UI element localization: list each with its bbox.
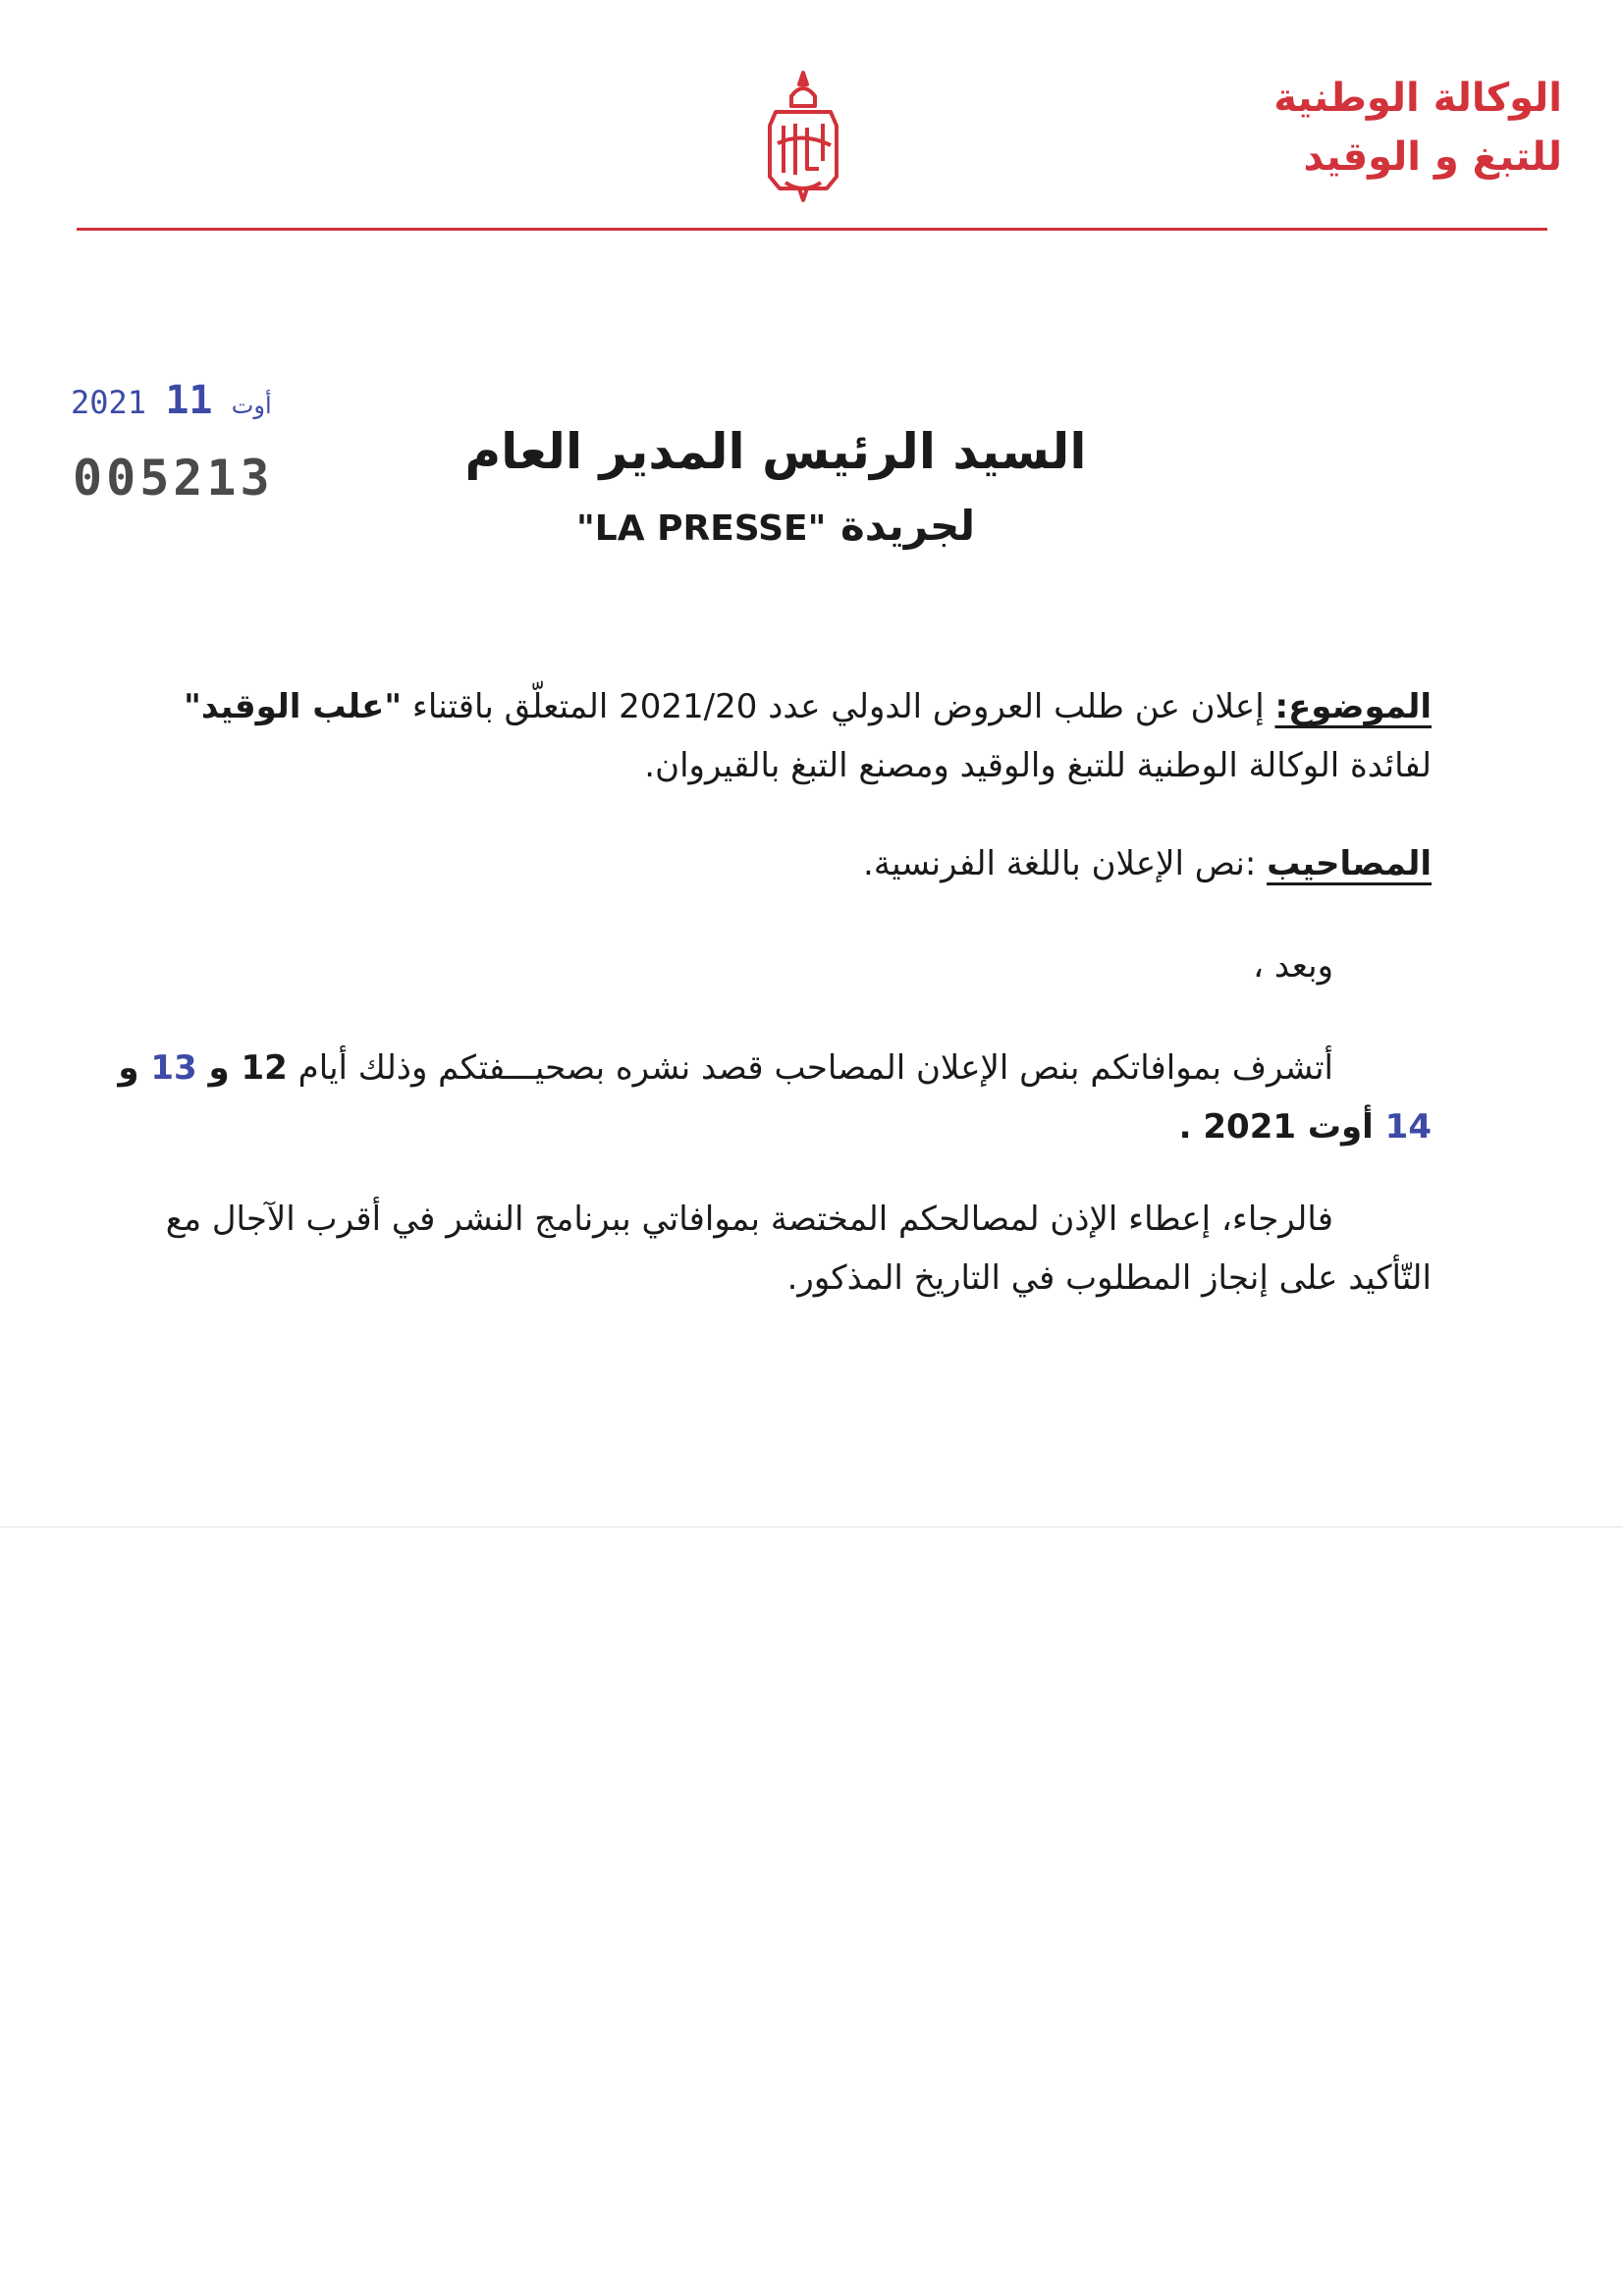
received-date-stamp <box>71 378 272 423</box>
date-conjunction-2: و <box>118 1048 139 1088</box>
attachment-text: :نص الإعلان باللغة الفرنسية. <box>863 844 1257 883</box>
letter-body <box>98 677 1432 1308</box>
addressee-newspaper-prefix: لجريدة <box>840 502 975 550</box>
agency-name-line2: للتبغ و الوقيد <box>1303 134 1562 180</box>
publication-month-year: أوت 2021 . <box>1178 1107 1374 1147</box>
stamp-year: 2021 <box>71 384 147 421</box>
addressee-newspaper <box>373 492 1178 563</box>
stamp-day: 11 <box>165 378 213 423</box>
subject-item: "علب الوقيد" <box>184 687 403 726</box>
subject-paragraph <box>98 677 1432 795</box>
publication-day-3: 14 <box>1384 1107 1432 1147</box>
agency-logo-icon <box>756 67 850 204</box>
attachment-label: المصاحيب <box>1267 844 1432 883</box>
subject-label: الموضوع: <box>1274 687 1432 726</box>
addressee <box>373 417 1178 563</box>
greeting: وبعد ، <box>1253 946 1333 986</box>
subject-text-2: المتعلّق باقتناء <box>411 687 609 726</box>
agency-name-line1: الوكالة الوطنية <box>1273 76 1562 121</box>
newspaper-name: "LA PRESSE" <box>576 508 827 549</box>
publication-day-1: 12 <box>241 1048 288 1088</box>
agency-name <box>1150 69 1562 187</box>
date-conjunction-1: و <box>208 1048 230 1088</box>
subject-text-3: لفائدة الوكالة الوطنية للتبغ والوقيد ومصنع التبغ بالقيروان. <box>644 746 1432 785</box>
header-rule <box>77 228 1547 231</box>
closing-paragraph: فالرجاء، إعطاء الإذن لمصالحكم المختصة بموافاتي ببرنامج النشر في أقرب الآجال مع التّأكيد على إنجاز المطلوب في التاريخ المذكور. <box>165 1200 1432 1298</box>
scan-artifact-line <box>0 1526 1623 1527</box>
subject-text-1: إعلان عن طلب العروض الدولي عدد <box>768 687 1265 726</box>
tender-number: 2021/20 <box>619 687 758 726</box>
stamp-reference-number: 005213 <box>73 450 274 507</box>
publication-day-2: 13 <box>150 1048 197 1088</box>
request-paragraph <box>98 1039 1432 1156</box>
request-text: أتشرف بموافاتكم بنص الإعلان المصاحب قصد نشره بصحيـــفتكم وذلك أيام <box>298 1048 1333 1088</box>
attachment-paragraph <box>98 834 1432 893</box>
stamp-month: أوت <box>231 392 272 419</box>
addressee-title: السيد الرئيس المدير العام <box>464 423 1087 480</box>
